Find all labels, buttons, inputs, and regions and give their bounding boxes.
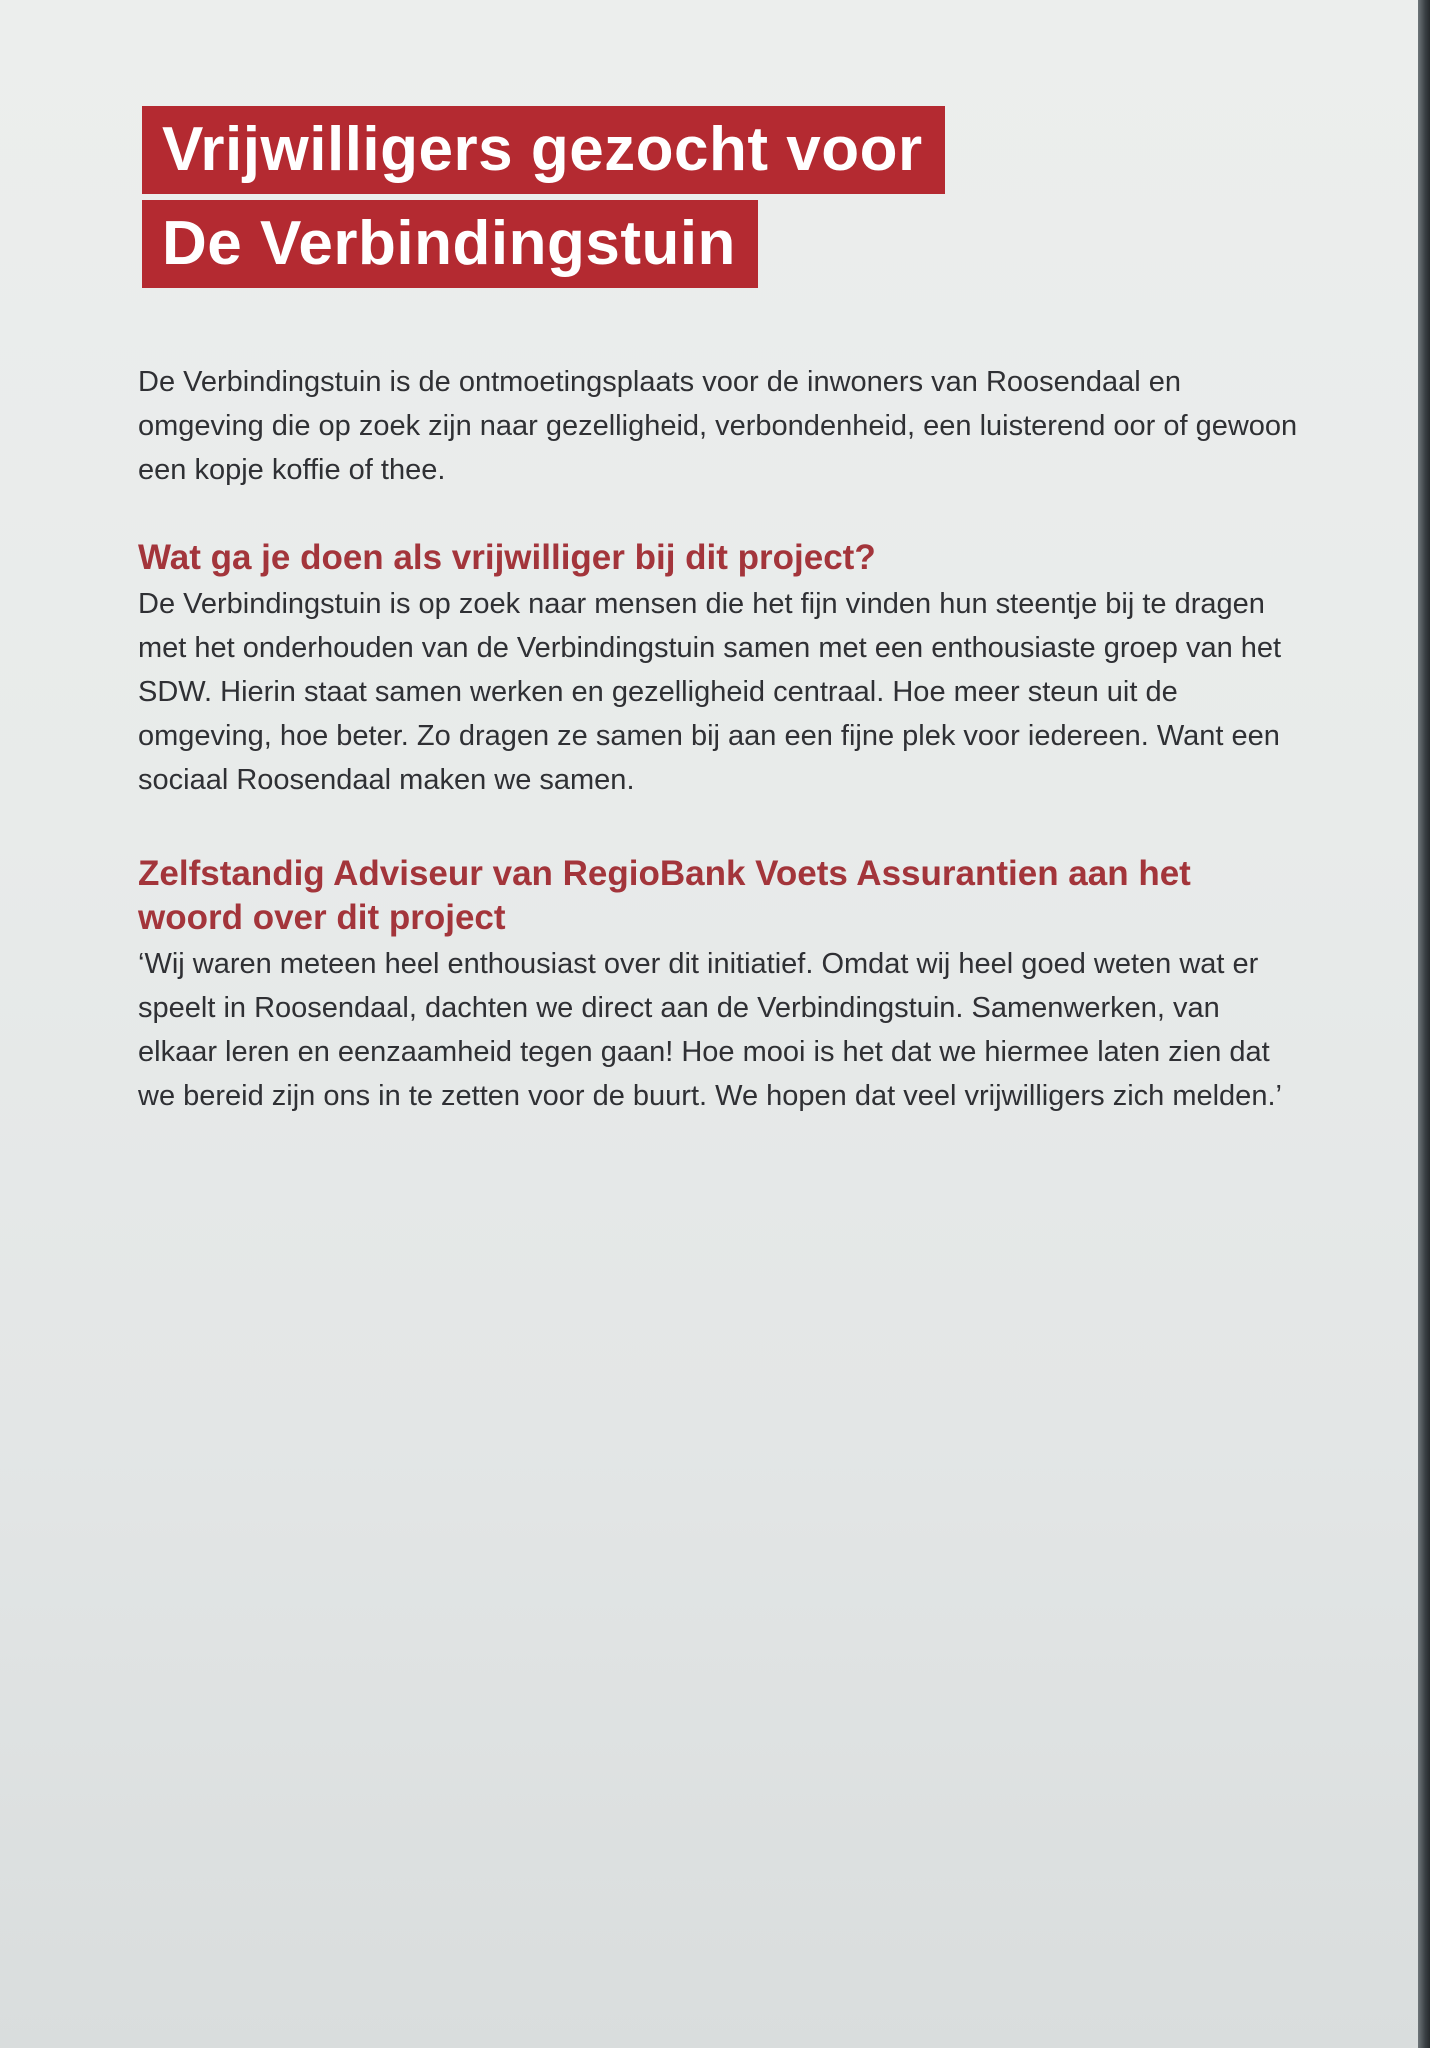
background-edge <box>1418 0 1430 2048</box>
title-line-2: De Verbindingstuin <box>142 200 758 288</box>
title-block <box>142 106 945 288</box>
intro-paragraph: De Verbindingstuin is de ontmoetingsplaats voor de inwoners van Roosendaal en omgeving die op zoek zijn naar gezelligheid, verbondenheid, een luisterend oor of gewoon een kopje koffie of thee. <box>138 366 1298 486</box>
document-body <box>138 360 1298 1118</box>
section-2-quote: ‘Wij waren meteen heel enthousiast over dit initiatief. Omdat wij heel goed weten wat er speelt in Roosendaal, dachten we direct aan de Verbindingstuin. Samenwerken, van elkaar leren en eenzaamheid tegen gaan! Hoe mooi is het dat we hiermee laten zien dat we bereid zijn ons in te zetten voor de buurt. We hopen dat veel vrijwilligers zich melden.’ <box>138 948 1282 1112</box>
section-1-body: De Verbindingstuin is op zoek naar mensen die het fijn vinden hun steentje bij te dragen met het onderhouden van de Verbindingstuin samen met een enthousiaste groep van het SDW. Hierin staat samen werken en gezelligheid centraal. Hoe meer steun uit de omgeving, hoe beter. Zo dragen ze samen bij aan een fijne plek voor iedereen. Want een sociaal Roosendaal maken we samen. <box>138 588 1282 796</box>
section-1-heading: Wat ga je doen als vrijwilliger bij dit project? <box>138 538 876 577</box>
title-line-1: Vrijwilligers gezocht voor <box>142 106 945 194</box>
section-2-heading: Zelfstandig Adviseur van RegioBank Voets Assurantien aan het woord over dit project <box>138 854 1191 937</box>
